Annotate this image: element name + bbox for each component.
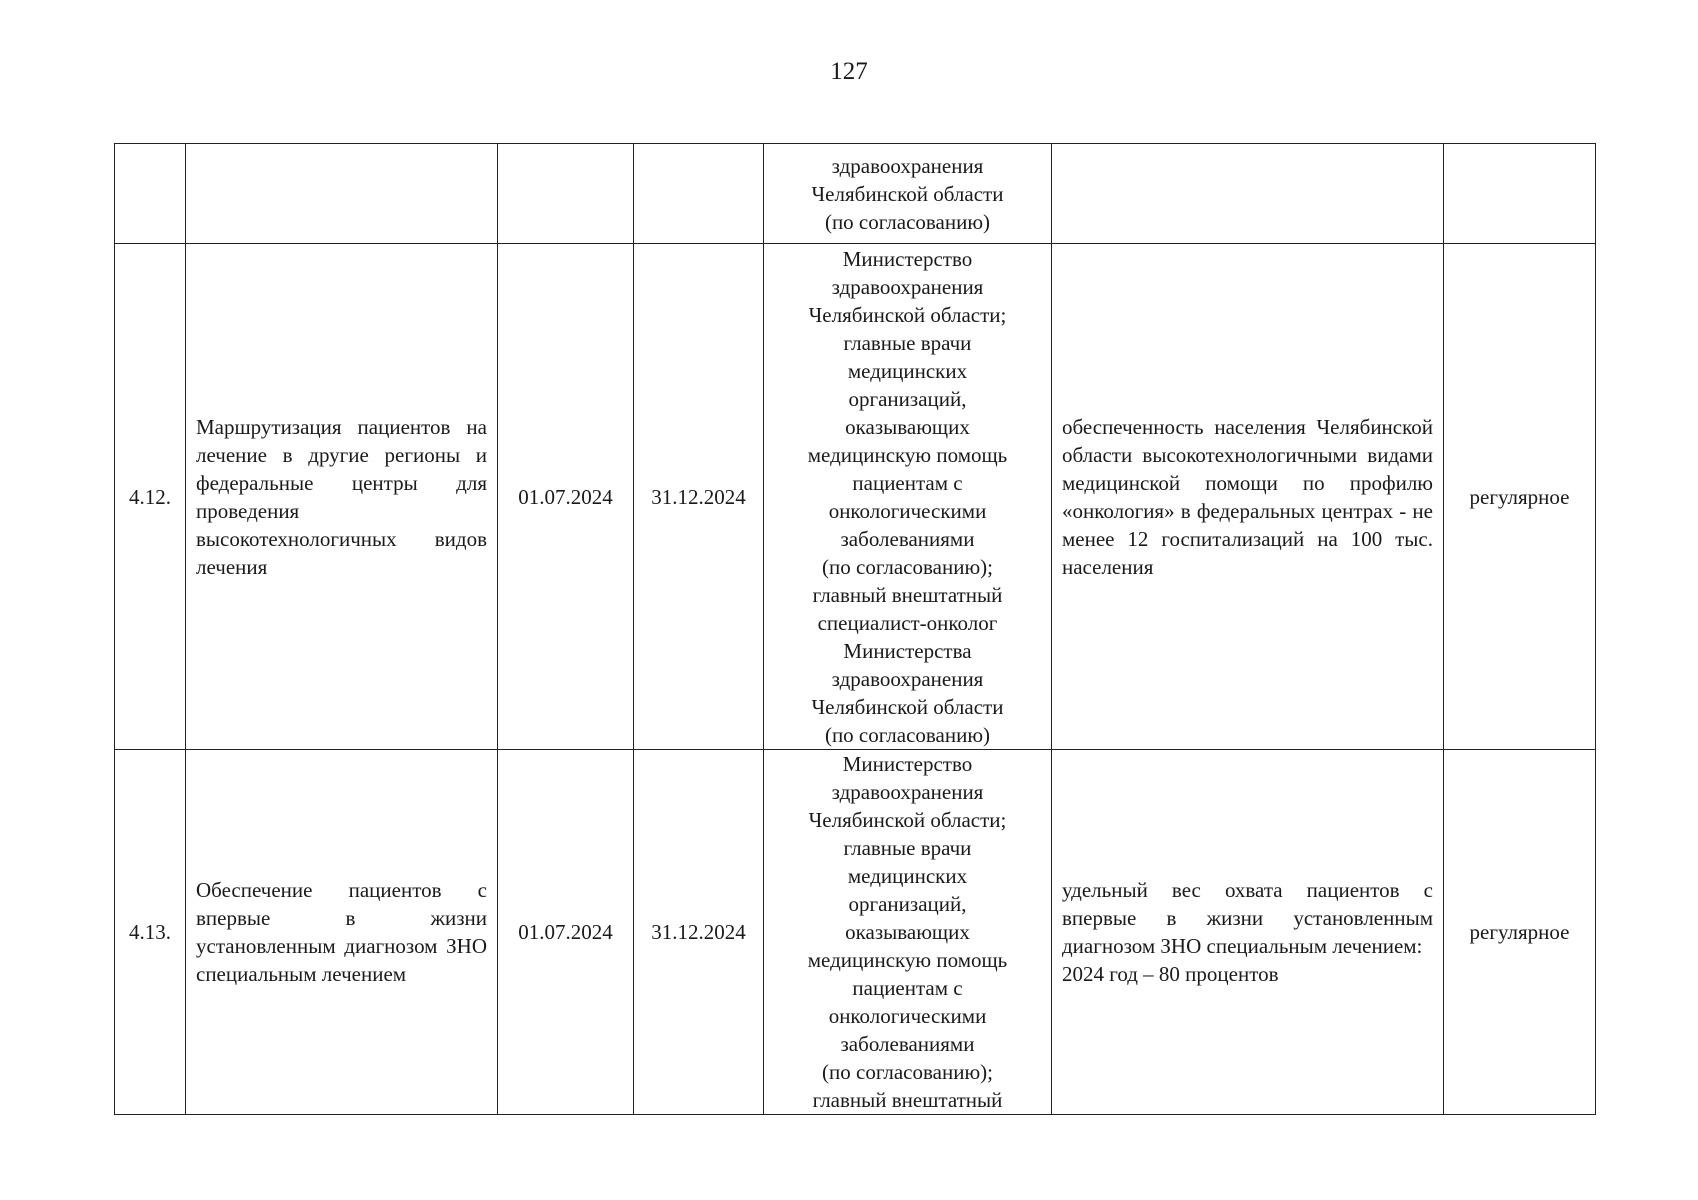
responsible-line: здравоохранения (831, 780, 984, 804)
responsible-cell (764, 144, 1052, 244)
responsible-line: главные врачи (843, 330, 972, 355)
item-number-cell: 4.12. (115, 244, 186, 750)
responsible-line: здравоохранения (831, 666, 984, 691)
responsible-line: заболеваниями (840, 1032, 975, 1056)
responsible-line: Челябинской области (811, 181, 1004, 206)
end-date-cell: 31.12.2024 (634, 244, 764, 750)
responsible-line: Министерства (843, 638, 972, 663)
responsible-line: (по согласованию) (824, 722, 991, 747)
responsible-line: медицинскую помощь (807, 442, 1008, 467)
responsible-line: специалист-онколог (817, 610, 998, 635)
responsible-line: организаций, (848, 892, 967, 916)
responsible-line: оказывающих (845, 414, 970, 439)
activity-description-cell: Маршрутизация пациентов на лечение в другие регионы и федеральные центры для проведения высокотехнологичных видов лечения (186, 244, 498, 750)
responsible-line: оказывающих (845, 920, 970, 944)
responsible-line: главные врачи (843, 836, 972, 860)
indicator-text: удельный вес охвата пациентов с впервые в жизни установленным диагнозом ЗНО специальным лечением: (1062, 878, 1433, 958)
indicator-target: 2024 год – 80 процентов (1062, 962, 1279, 986)
responsible-line: (по согласованию) (824, 209, 991, 234)
periodicity-cell (1444, 144, 1596, 244)
activity-description-cell (186, 144, 498, 244)
responsible-line: онкологическими (828, 1004, 987, 1028)
responsible-line: Челябинской области (811, 694, 1004, 719)
responsible-line: организаций, (848, 386, 967, 411)
responsible-line: главный внештатный (812, 582, 1003, 607)
start-date-cell: 01.07.2024 (498, 244, 634, 750)
indicator-cell (1052, 144, 1444, 244)
responsible-line: заболеваниями (840, 526, 975, 551)
responsible-line: медицинских (847, 358, 968, 383)
end-date-cell: 31.12.2024 (634, 750, 764, 1115)
activity-plan-table (114, 143, 1596, 1115)
table-row (115, 750, 1596, 1115)
responsible-line: Министерство (842, 246, 973, 271)
start-date-cell: 01.07.2024 (498, 750, 634, 1115)
responsible-cell (764, 750, 1052, 1115)
responsible-line: пациентам с (852, 470, 963, 495)
end-date-cell (634, 144, 764, 244)
activity-description-cell: Обеспечение пациентов с впервые в жизни установленным диагнозом ЗНО специальным лечением (186, 750, 498, 1115)
responsible-cell (764, 244, 1052, 750)
responsible-line: здравоохранения (831, 153, 984, 178)
page-number: 127 (830, 58, 868, 85)
responsible-line: (по согласованию); (822, 1060, 993, 1084)
item-number-cell (115, 144, 186, 244)
start-date-cell (498, 144, 634, 244)
responsible-line: Челябинской области; (808, 808, 1007, 832)
responsible-line: Челябинской области; (808, 302, 1007, 327)
responsible-line: медицинскую помощь (807, 948, 1008, 972)
responsible-line: Министерство (842, 752, 973, 776)
periodicity-cell: регулярное (1444, 244, 1596, 750)
responsible-line: главный внештатный (812, 1088, 1003, 1112)
table-row (115, 244, 1596, 750)
responsible-line: онкологическими (828, 498, 987, 523)
indicator-cell: обеспеченность населения Челябинской области высокотехнологичными видами медицинской помощи по профилю «онкология» в федеральных центрах - не менее 12 госпитализаций на 100 тыс. населения (1052, 244, 1444, 750)
responsible-line: пациентам с (852, 976, 963, 1000)
responsible-line: (по согласованию); (822, 554, 993, 579)
indicator-cell (1052, 750, 1444, 1115)
item-number-cell: 4.13. (115, 750, 186, 1115)
responsible-line: медицинских (847, 864, 968, 888)
responsible-line: здравоохранения (831, 274, 984, 299)
periodicity-cell: регулярное (1444, 750, 1596, 1115)
table-row (115, 144, 1596, 244)
